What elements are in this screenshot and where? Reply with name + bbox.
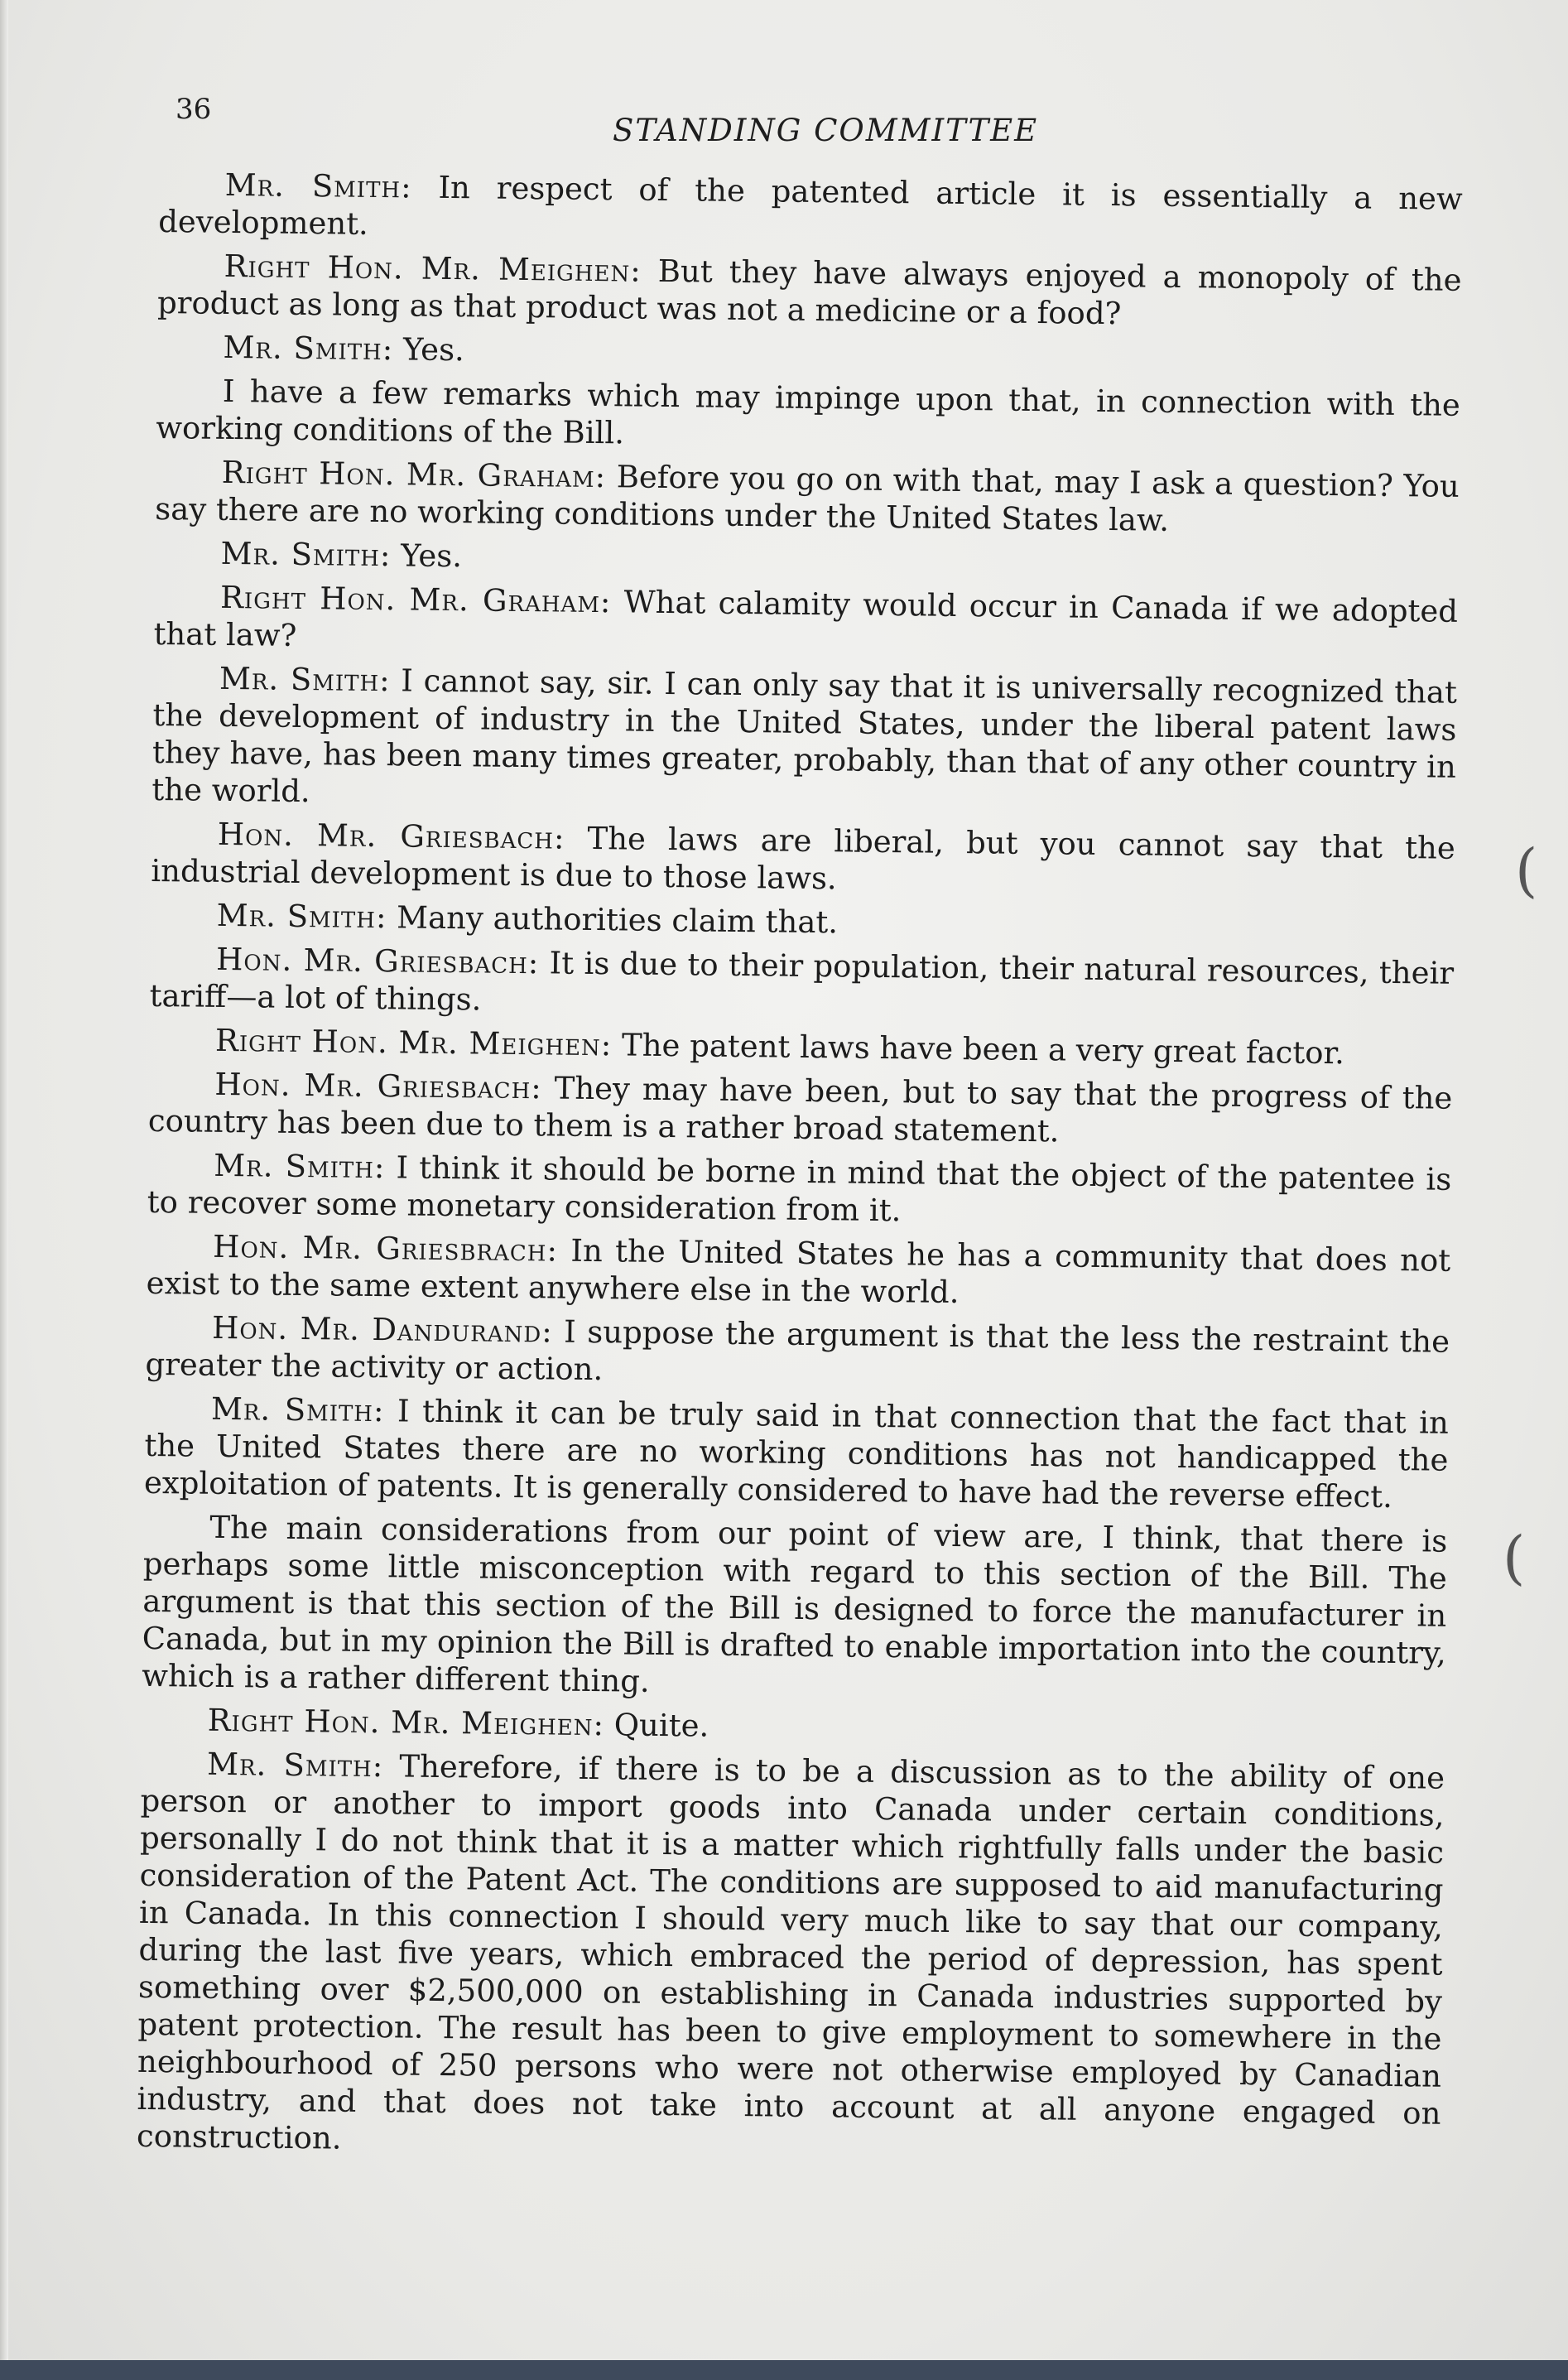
speaker-name: Hon. Mr. Griesbach: bbox=[214, 1066, 542, 1106]
binding-ring-mark: ( bbox=[1515, 836, 1538, 904]
paragraph bbox=[144, 1390, 1449, 1516]
paragraph bbox=[155, 453, 1460, 542]
speaker-name: Mr. Smith: bbox=[214, 1147, 386, 1186]
paragraph-text: They may have been, but to say that the progress of the country has been due to them is a rather broad statement. bbox=[147, 1070, 1453, 1149]
paragraph bbox=[148, 1065, 1453, 1154]
paragraph bbox=[156, 328, 1460, 380]
paragraph-text: I think it can be truly said in that connection that the fact that in the United States there are no working conditions has not handicapped the exploitation of patents. It is generally considered to have had the reverse effect. bbox=[143, 1393, 1450, 1515]
paragraph-text: Therefore, if there is to be a discussion as to the ability of one person or another to import goods into Canada under certain conditions, personally I do not think that it is a matter which rightfully falls under the basic consideration of the Patent Act. The conditions are supposed to aid manufacturing in Canada. In this connection I should very much like to say that our company, during the last five years, which embraced the period of depression, has spent something over $2,500,000 on establishing in Canada industries supported by patent protection. The result has been to give employment to somewhere in the neighbourhood of 250 persons who were not otherwise employed by Canadian industry, and that does not take into account at all anyone engaged on construction. bbox=[136, 1748, 1445, 2156]
paragraph-text: I have a few remarks which may impinge upon that, in connection with the working conditions of the Bill. bbox=[156, 373, 1461, 451]
paragraph-text: Yes. bbox=[400, 537, 463, 575]
paragraph bbox=[146, 1227, 1450, 1317]
running-head: STANDING COMMITTEE bbox=[613, 113, 1039, 148]
paragraph-text: But they have always enjoyed a monopoly of the product as long as that product was not a medicine or a food? bbox=[156, 253, 1462, 332]
paragraph-text: What calamity would occur in Canada if we adopted that law? bbox=[153, 584, 1459, 653]
paragraph bbox=[150, 896, 1454, 948]
paragraph-text: Quite. bbox=[613, 1707, 709, 1744]
scan-bottom-edge bbox=[0, 2360, 1568, 2380]
page-number: 36 bbox=[176, 93, 212, 126]
speaker-name: Hon. Mr. Griesbrach: bbox=[212, 1228, 559, 1269]
paragraph-text: I think it should be borne in mind that the object of the patentee is to recover some monetary consideration from it. bbox=[147, 1149, 1452, 1229]
speaker-name: Hon. Mr. Griesbach: bbox=[217, 816, 565, 856]
paragraph bbox=[141, 1701, 1445, 1753]
paragraph bbox=[145, 1308, 1450, 1398]
paragraph-text: It is due to their population, their natural resources, their tariff—a lot of things. bbox=[149, 945, 1455, 1018]
paragraph bbox=[153, 578, 1458, 667]
speaker-name: Mr. Smith: bbox=[210, 1390, 385, 1429]
paragraph bbox=[149, 940, 1454, 1029]
speaker-name: Mr. Smith: bbox=[220, 535, 392, 574]
paragraph-text: Yes. bbox=[402, 331, 465, 369]
paragraph-text: The patent laws have been a very great factor. bbox=[621, 1027, 1345, 1072]
speaker-name: Mr. Smith: bbox=[219, 660, 391, 699]
paragraph bbox=[152, 659, 1457, 823]
paragraph-text: In the United States he has a community that does not exist to the same extent anywhere else in the world. bbox=[146, 1232, 1451, 1311]
paragraph bbox=[154, 534, 1458, 586]
speaker-name: Right Hon. Mr. Graham: bbox=[221, 454, 607, 495]
speaker-name: Right Hon. Mr. Graham: bbox=[219, 579, 612, 620]
paragraph-text: The main considerations from our point of view are, I think, that there is perhaps some little misconception with regard to this section of the Bill. The argument is that this section of the Bill is designed to force the manufacturer in Canada, but in my opinion the Bill is drafted to enable importation into the country, which is a rather different thing. bbox=[142, 1509, 1448, 1699]
paragraph bbox=[151, 815, 1455, 904]
binding-ring-mark: ( bbox=[1503, 1524, 1526, 1592]
paragraph-text: Before you go on with that, may I ask a question? You say there are no working conditions under the United States law. bbox=[155, 459, 1460, 538]
speaker-name: Right Hon. Mr. Meighen: bbox=[207, 1702, 605, 1743]
paragraph bbox=[158, 166, 1463, 255]
paragraph-text: I suppose the argument is that the less the restraint the greater the activity or action. bbox=[145, 1313, 1450, 1388]
paragraph-text: Many authorities claim that. bbox=[396, 899, 839, 941]
paragraph-text: The laws are liberal, but you cannot say that the industrial development is due to those laws. bbox=[151, 820, 1456, 897]
speaker-name: Hon. Mr. Dandurand: bbox=[211, 1309, 553, 1350]
speaker-name: Right Hon. Mr. Meighen: bbox=[224, 248, 642, 289]
paragraph bbox=[137, 1745, 1445, 2170]
transcript-body bbox=[137, 166, 1463, 2176]
paragraph bbox=[156, 372, 1460, 461]
paragraph bbox=[142, 1508, 1447, 1709]
paragraph bbox=[147, 1146, 1452, 1236]
speaker-name: Right Hon. Mr. Meighen: bbox=[214, 1022, 613, 1063]
speaker-name: Hon. Mr. Griesbach: bbox=[215, 941, 540, 981]
paragraph bbox=[149, 1021, 1453, 1073]
speaker-name: Mr. Smith: bbox=[216, 897, 387, 936]
page-edge-shadow bbox=[0, 0, 8, 2360]
paragraph-text: I cannot say, sir. I can only say that it is universally recognized that the development of industry in the United States, under the liberal patent laws they have, has been many times greater, probably, than that of any other country in the world. bbox=[152, 662, 1458, 810]
speaker-name: Mr. Smith: bbox=[223, 329, 394, 368]
speaker-name: Mr. Smith: bbox=[206, 1746, 384, 1785]
paragraph bbox=[157, 247, 1462, 336]
speaker-name: Mr. Smith: bbox=[224, 166, 412, 205]
paragraph-text: In respect of the patented article it is essentially a new development. bbox=[157, 169, 1463, 242]
